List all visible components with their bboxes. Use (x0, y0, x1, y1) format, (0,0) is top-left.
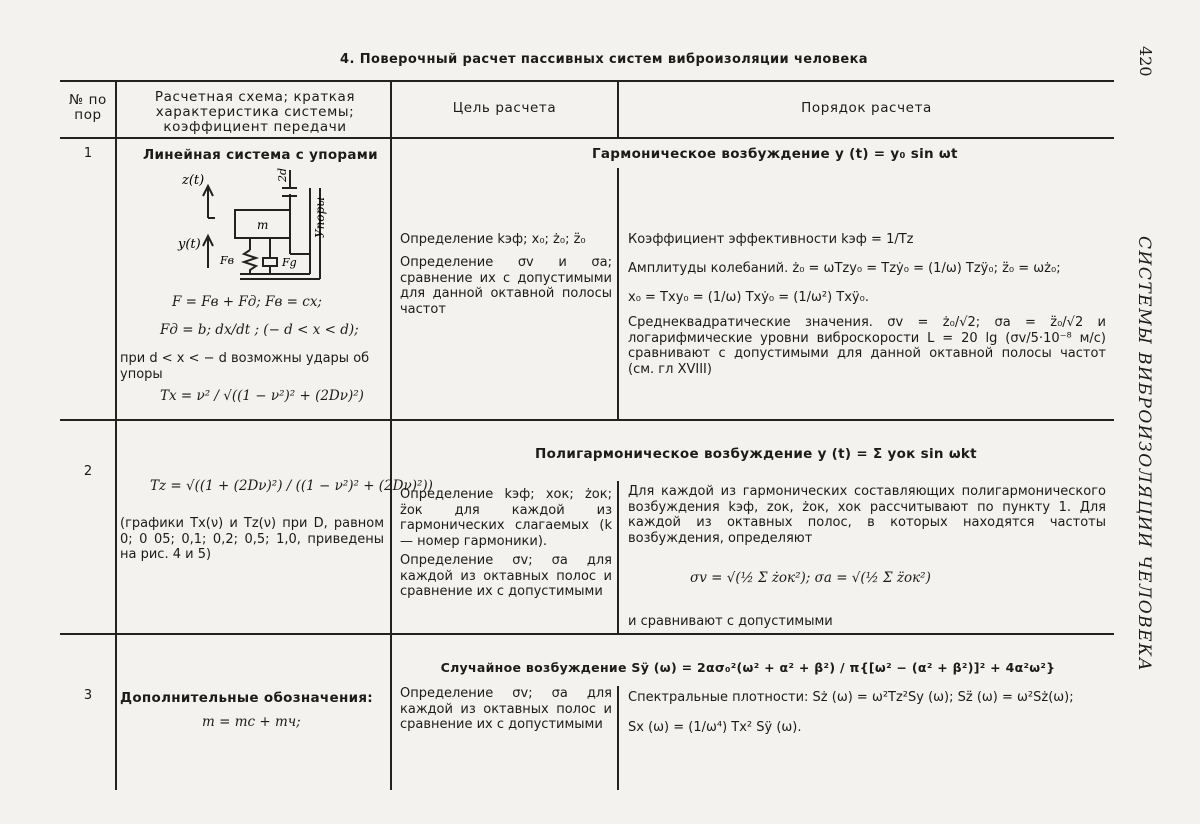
side-title: СИСТЕМЫ ВИБРОИЗОЛЯЦИИ ЧЕЛОВЕКА (1134, 236, 1154, 673)
goal-3-sigma: Определение σv; σa для каждой из октавных полос и сравнение их с допустимыми (400, 686, 612, 732)
proc-2-intro: Для каждой из гармонических составляющих полигармонического возбуждения kэф, zок, żок, xок рассчитывают по пункту 1. Для каждой из октавных полос, в которых находятся частоты возбуждения, определяют (628, 484, 1106, 546)
proc-1-efficiency: Коэффициент эффективности kэф = 1/Tz (628, 232, 914, 247)
goal-2-sigma: Определение σv; σa для каждой из октавных полос и сравнение их с допустимыми (400, 553, 612, 599)
proc-2-formula: σv = √(½ Σ żок²); σa = √(½ Σ z̈ок²) (690, 570, 931, 586)
polyharmonic-excitation: Полигармоническое возбуждение y (t) = Σ yок sin ωkt (535, 446, 977, 462)
damping-equation: Fд = b; dx/dt ; (− d < x < d); (160, 322, 359, 338)
random-excitation: Случайное возбуждение Sÿ (ω) = 2ασ₀²(ω² + α² + β²) / π{[ω² − (α² + β²)]² + 4α²ω²} (440, 660, 1056, 675)
graphs-note: (графики Tx(ν) и Tz(ν) при D, равном 0; 0 05; 0,1; 0,2; 0,5; 1,0, приведены на рис. 4 и 5) (120, 516, 384, 562)
header-procedure: Порядок расчета (801, 100, 932, 116)
tx-formula: Tx = ν² / √((1 − ν²)² + (2Dν)²) (160, 388, 364, 404)
scheme-title: Линейная система с упорами (143, 147, 378, 163)
mass-equation: m = mс + mч; (202, 714, 301, 730)
tz-formula: Tz = √((1 + (2Dν)²) / ((1 − ν²)² + (2Dν)²)) (150, 478, 433, 494)
mass-label: m (257, 218, 269, 232)
harmonic-excitation: Гармоническое возбуждение y (t) = y₀ sin ωt (592, 146, 958, 162)
z-label: z(t) (182, 173, 205, 188)
row-number: 2 (83, 464, 93, 479)
gap-label: 2d (276, 167, 289, 182)
page-number: 420 (1136, 46, 1155, 77)
row-number: 1 (83, 146, 93, 161)
fb-label: Fв (220, 254, 235, 267)
proc-3-sx: Sx (ω) = (1/ω⁴) Tx² Sÿ (ω). (628, 720, 802, 735)
extra-notation-title: Дополнительные обозначения: (120, 690, 374, 706)
goal-2-harmonics: Определение kэф; xок; żок; z̈ок для каждой из гармонических слагаемых (k — номер гармоники). (400, 487, 612, 549)
header-num: № по пор (69, 92, 107, 123)
stops-label: Упоры (313, 196, 327, 238)
header-scheme: Расчетная схема; краткая характеристика системы; коэффициент передачи (154, 89, 356, 135)
fg-label: Fg (282, 256, 297, 269)
proc-1-amplitudes: Амплитуды колебаний. ż₀ = ωTzy₀ = Tzẏ₀ = (1/ω) Tzÿ₀; z̈₀ = ωż₀; (628, 261, 1061, 276)
proc-1-rms: Среднеквадратические значения. σv = ż₀/√2; σa = z̈₀/√2 и логарифмические уровни виброскорости L = 20 lg (σv/5·10⁻⁸ м/с) сравнивают с допустимыми для данной октавной полосы частот (см. гл XVIII) (628, 315, 1106, 377)
y-label: y(t) (178, 237, 201, 252)
proc-2-compare: и сравнивают с допустимыми (628, 614, 833, 629)
header-goal: Цель расчета (452, 100, 557, 116)
page-title: 4. Поверочный расчет пассивных систем виброизоляции человека (340, 52, 868, 67)
system-diagram (170, 166, 330, 291)
force-equation: F = Fв + Fд; Fв = cx; (172, 294, 322, 310)
impact-note: при d < x < − d возможны удары об упоры (120, 351, 370, 382)
goal-1-keff: Определение kэф; x₀; ż₀; z̈₀ (400, 232, 586, 247)
proc-1-x0: x₀ = Txy₀ = (1/ω) Txẏ₀ = (1/ω²) Txÿ₀. (628, 290, 869, 305)
row-number: 3 (83, 688, 93, 703)
proc-3-spectral: Спектральные плотности: Sż (ω) = ω²Tz²Sy (ω); Sz̈ (ω) = ω²Sż(ω); (628, 690, 1074, 705)
goal-1-sigma: Определение σv и σa; сравнение их с допустимыми для данной октавной полосы частот (400, 255, 612, 317)
